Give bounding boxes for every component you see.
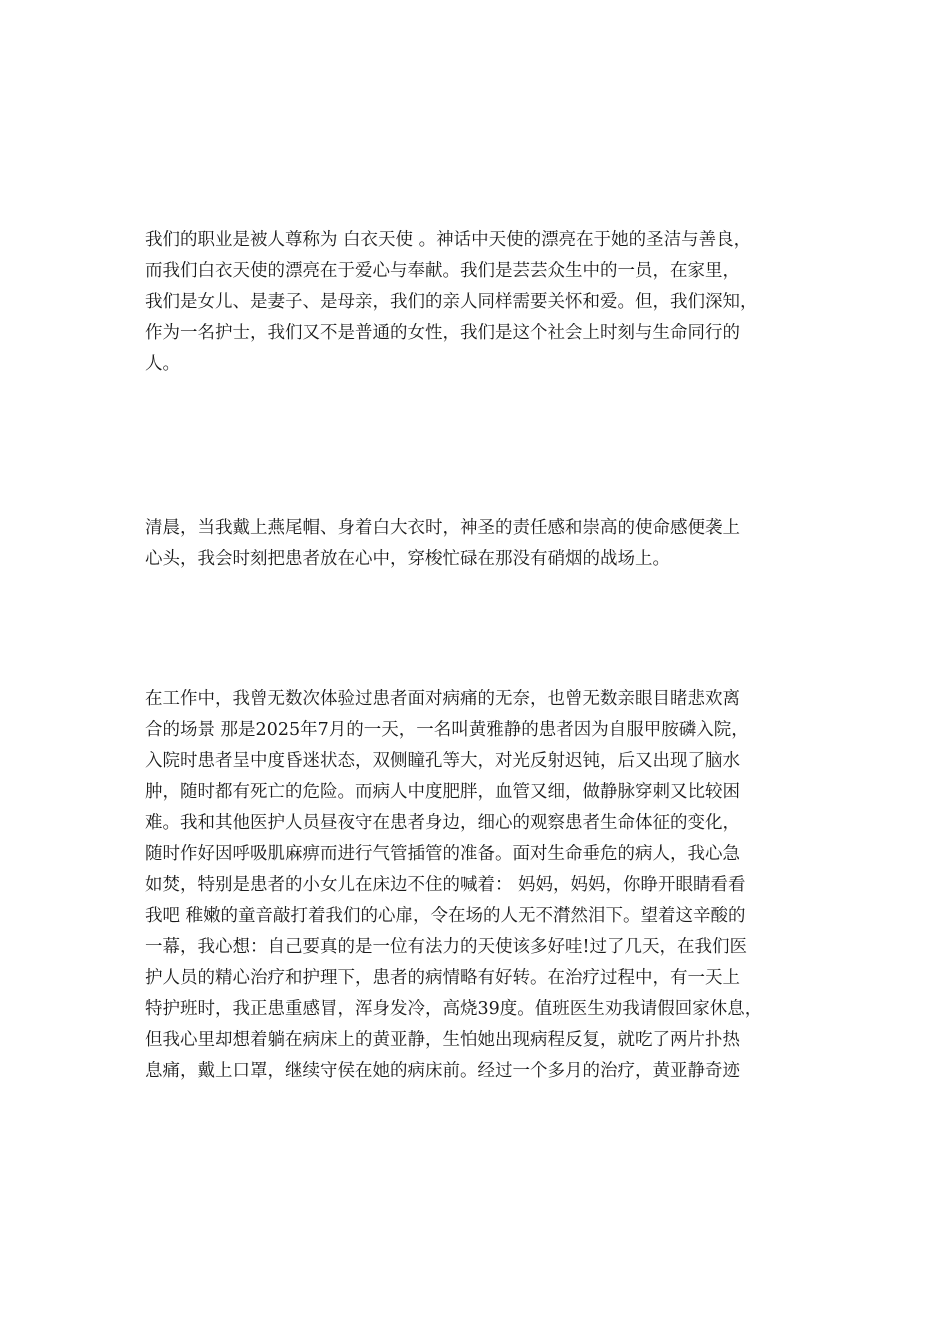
- text-line: 我们是女儿、是妻子、是母亲，我们的亲人同样需要关怀和爱。但，我们深知，: [145, 292, 758, 312]
- paragraph-intro: [145, 225, 813, 380]
- text-line: 清晨，当我戴上燕尾帽、身着白大衣时，神圣的责任感和崇高的使命感便袭上: [145, 518, 740, 538]
- text-line: 护人员的精心治疗和护理下，患者的病情略有好转。在治疗过程中，有一天上: [145, 968, 740, 988]
- text-line: 但我心里却想着躺在病床上的黄亚静，生怕她出现病程反复，就吃了两片扑热: [145, 1030, 740, 1050]
- text-line: 肿，随时都有死亡的危险。而病人中度肥胖，血管又细，做静脉穿刺又比较困: [145, 782, 740, 802]
- text-line: 息痛，戴上口罩，继续守侯在她的病床前。经过一个多月的治疗，黄亚静奇迹: [145, 1061, 740, 1081]
- text-line: 作为一名护士，我们又不是普通的女性，我们是这个社会上时刻与生命同行的: [145, 323, 740, 343]
- text-line: 我吧 稚嫩的童音敲打着我们的心扉，令在场的人无不潸然泪下。望着这辛酸的: [145, 906, 746, 926]
- text-line: 合的场景 那是2025年7月的一天，一名叫黄雅静的患者因为自服甲胺磷入院，: [145, 720, 749, 740]
- paragraph-morning: [145, 513, 813, 575]
- text-line: 特护班时，我正患重感冒，浑身发冷，高烧39度。值班医生劝我请假回家休息，: [145, 999, 763, 1019]
- text-line: 我们的职业是被人尊称为 白衣天使 。神话中天使的漂亮在于她的圣洁与善良，: [145, 230, 752, 250]
- text-line: 而我们白衣天使的漂亮在于爱心与奉献。我们是芸芸众生中的一员，在家里，: [145, 261, 740, 281]
- paragraph-work-story: [145, 684, 813, 1087]
- text-line: 心头，我会时刻把患者放在心中，穿梭忙碌在那没有硝烟的战场上。: [145, 549, 670, 569]
- text-line: 一幕，我心想：自己要真的是一位有法力的天使该多好哇!过了几天，在我们医: [145, 937, 748, 957]
- text-line: 人。: [145, 354, 180, 374]
- text-line: 难。我和其他医护人员昼夜守在患者身边，细心的观察患者生命体征的变化，: [145, 813, 740, 833]
- text-line: 如焚，特别是患者的小女儿在床边不住的喊着： 妈妈，妈妈，你睁开眼睛看看: [145, 875, 746, 895]
- text-line: 在工作中，我曾无数次体验过患者面对病痛的无奈，也曾无数亲眼目睹悲欢离: [145, 689, 740, 709]
- text-line: 随时作好因呼吸肌麻痹而进行气管插管的准备。面对生命垂危的病人，我心急: [145, 844, 740, 864]
- text-line: 入院时患者呈中度昏迷状态，双侧瞳孔等大，对光反射迟钝，后又出现了脑水: [145, 751, 740, 771]
